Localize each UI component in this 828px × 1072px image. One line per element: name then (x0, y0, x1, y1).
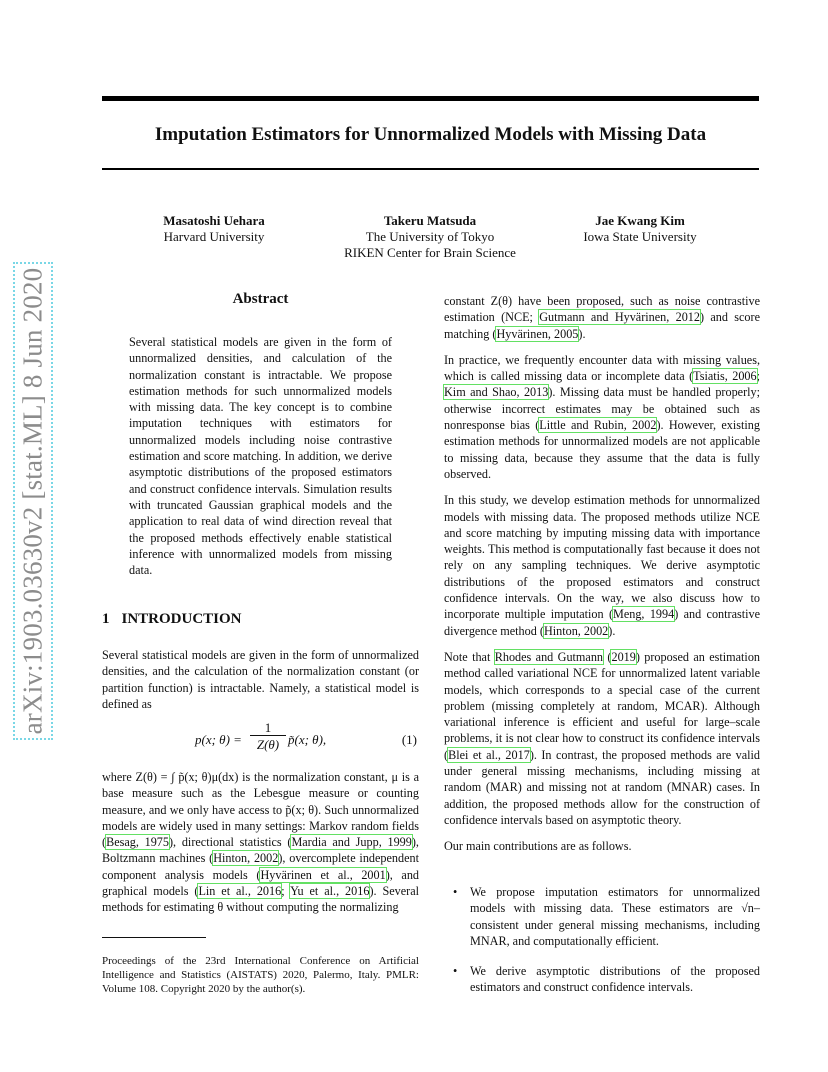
list-item: • We propose imputation estimators for unnormalized models with missing data. These estimators are √n–consistent under general missing mechanisms, including MNAR, and computationally efficient. (453, 885, 760, 948)
fraction-numerator: 1 (250, 720, 286, 736)
citation-link[interactable]: Hinton, 2002 (213, 851, 279, 866)
footnote-rule (102, 937, 206, 938)
equation-number: (1) (401, 732, 417, 747)
author-name: Masatoshi Uehara (163, 213, 265, 228)
footnote-text: Proceedings of the 23rd International Conference on Artificial Intelligence and Statistics (AISTATS) 2020, Palermo, Italy. PMLR: Volume 108. Copyright 2020 by the author(s). (102, 955, 419, 995)
author-affiliation: The University of Tokyo (365, 229, 495, 244)
author-3 (575, 213, 705, 245)
author-affiliation: Harvard University (163, 229, 265, 244)
title-rule-top (102, 96, 759, 101)
section-heading-introduction (102, 611, 242, 628)
author-affiliation: RIKEN Center for Brain Science (344, 245, 516, 260)
citation-link[interactable]: 2019 (611, 649, 636, 664)
section-number: 1 (102, 611, 110, 627)
paragraph: In this study, we develop estimation methods for unnormalized models with missing data. The proposed methods utilize NCE and score matching by imputing missing data with importance weights. This method is computationally fast because it does not rely on any sampling techniques. We derive asymptotic distributions of the proposed estimators and construct confidence intervals. On the way, we also discuss how to incorporate multiple imputation (Meng, 1994) and contrastive divergence method (Hinton, 2002). (444, 493, 761, 638)
paragraph: Note that Rhodes and Gutmann (2019) proposed an estimation method called variational NCE for unnormalized latent variable models, which corresponds to a special case of the current problem (missing completely at random, MCAR). Although variational inference is efficient and useful for large–scale problems, it is not clear how to construct its confidence intervals (Blei et al., 2017). In contrast, the proposed methods are valid under general missing mechanisms, including missing at random (MAR) and missing not at random (MNAR) cases. In addition, the proposed methods allow for the construction of confidence intervals based on asymptotic theory. (444, 649, 761, 827)
equation-rhs: p̃(x; θ), (288, 732, 327, 747)
arxiv-sidebar-stamp (13, 262, 53, 740)
abstract-paragraph: Several statistical models are given in the form of unnormalized densities, and calculation of the normalization constant is intractable. We propose estimation methods for such unnormalized models with missing data. The key concept is to combine imputation techniques with estimators for unnormalized models including noise contrastive estimation and score matching. In addition, we derive asymptotic distributions of the proposed estimators and construct confidence intervals. Simulation results with truncated Gaussian graphical models and the application to real data of wind direction reveal that the proposed methods effectively enable statistical inference with unnormalized models from missing data. (129, 335, 392, 578)
paper-title: Imputation Estimators for Unnormalized Models with Missing Data (154, 124, 707, 145)
paragraph: Several statistical models are given in the form of unnormalized densities, and the calculation of the normalization constant (or partition function) is intractable. Namely, a statistical model is defined as (102, 648, 419, 711)
title-rule-bottom (102, 168, 759, 170)
paragraph: Our main contributions are as follows. (444, 839, 632, 854)
citation-link[interactable]: Little and Rubin, 2002 (539, 418, 657, 433)
citation-link[interactable]: Rhodes and Gutmann (494, 649, 604, 664)
equation-1 (102, 720, 419, 760)
citation-link[interactable]: Blei et al., 2017 (448, 747, 530, 762)
equation-fraction (250, 720, 286, 753)
contributions-list (444, 884, 760, 1010)
author-name: Takeru Matsuda (383, 213, 477, 228)
citation-link[interactable]: Hinton, 2002 (543, 623, 609, 638)
citation-link[interactable]: Besag, 1975 (106, 835, 169, 850)
citation-link[interactable]: Kim and Shao, 2013 (444, 385, 549, 400)
citation-link[interactable]: Yu et al., 2016 (290, 884, 370, 899)
author-1 (150, 213, 278, 245)
author-2 (330, 213, 530, 261)
fraction-denominator: Z(θ) (256, 737, 280, 752)
intro-paragraph-2 (102, 769, 419, 926)
paragraph: In practice, we frequently encounter data with missing values, which is called missing data or incomplete data (Tsiatis, 2006; Kim and Shao, 2013). Missing data must be handled properly; otherwise incorrect estimates may be obtained such as nonresponse bias (Little and Rubin, 2002). However, existing estimation methods for unnormalized models are not applicable to missing data, because they assume that the data is fully observed. (444, 352, 760, 481)
author-name: Jae Kwang Kim (595, 213, 685, 228)
intro-paragraph-1 (102, 647, 419, 722)
citation-link[interactable]: Hyvärinen et al., 2001 (260, 867, 386, 882)
bullet-icon: • (453, 964, 458, 979)
citation-link[interactable]: Tsiatis, 2006 (693, 369, 757, 384)
bullet-icon: • (453, 885, 458, 899)
paragraph: constant Z(θ) have been proposed, such as noise contrastive estimation (NCE; Gutmann and Hyvärinen, 2012) and score matching (Hyvärinen, 2005). (444, 294, 760, 341)
citation-link[interactable]: Hyvärinen, 2005 (496, 326, 579, 341)
citation-link[interactable]: Gutmann and Hyvärinen, 2012 (539, 310, 700, 325)
paragraph: where Z(θ) = ∫ p̃(x; θ)μ(dx) is the normalization constant, μ is a base measure such as the Lebesgue measure or counting measure, and we only have access to p̃(x; θ). Such unnormalized models are widely used in many settings: Markov random fields (Besag, 1975), directional statistics (Mardia and Jupp, 1999), Boltzmann machines (Hinton, 2002), overcomplete independent component analysis models (Hyvärinen et al., 2001), and graphical models (Lin et al., 2016; Yu et al., 2016). Several methods for estimating θ without computing the normalizing (102, 770, 420, 915)
arxiv-id: arXiv:1903.03630v2 [stat.ML] 8 Jun 2020 (17, 267, 48, 735)
right-column (444, 293, 760, 865)
abstract-text (129, 334, 392, 588)
author-affiliation: Iowa State University (583, 229, 697, 244)
citation-link[interactable]: Meng, 1994 (613, 607, 675, 622)
equation-lhs: p(x; θ) = (195, 732, 242, 747)
citation-link[interactable]: Mardia and Jupp, 1999 (291, 835, 412, 850)
abstract-heading: Abstract (232, 291, 289, 307)
footnote (102, 954, 419, 1006)
citation-link[interactable]: Lin et al., 2016 (198, 884, 282, 899)
section-title: INTRODUCTION (121, 611, 242, 627)
list-item: • We derive asymptotic distributions of the proposed estimators and construct confidence intervals. (453, 964, 760, 995)
